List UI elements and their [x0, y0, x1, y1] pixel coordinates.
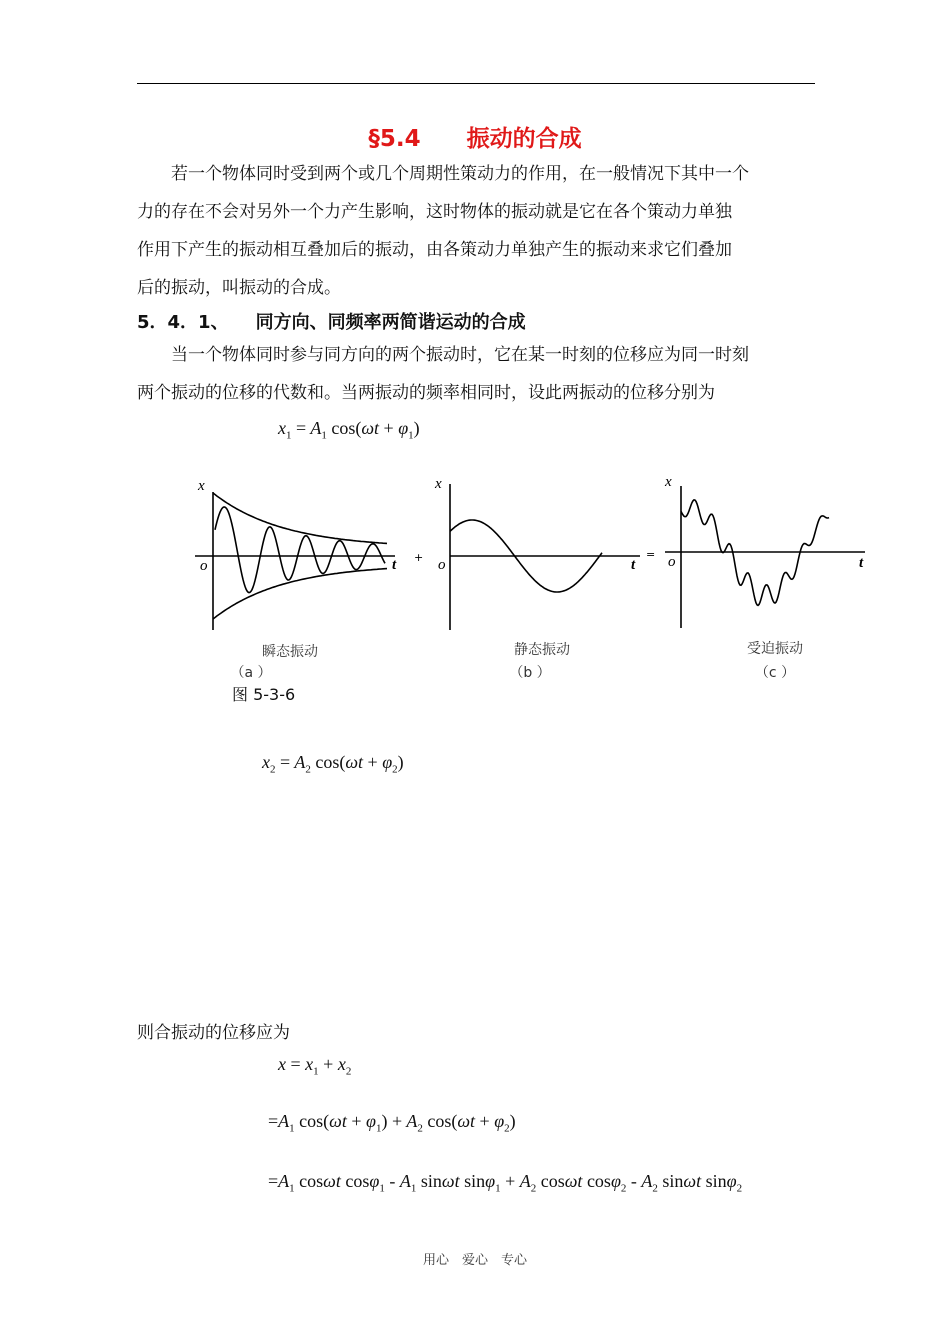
panel-b-sub: （b ）: [509, 665, 551, 681]
panel-b-x-label: x: [435, 476, 442, 492]
subsection-title: 5．4．1、 同方向、同频率两简谐运动的合成: [137, 312, 526, 333]
panel-c-x-label: x: [665, 474, 672, 490]
intro-line: 后的振动，叫振动的合成。: [137, 278, 341, 298]
panel-a-origin: o: [200, 558, 208, 574]
plus-sign: +: [414, 551, 424, 564]
intro-line: 作用下产生的振动相互叠加后的振动，由各策动力单独产生的振动来求它们叠加: [137, 240, 732, 260]
equation-trig-expansion: $=A_1$ cosωt $\cos\varphi_1 - A_1$ sinωt $\sin\varphi_1 + A_2$ cosωt $\cos\varphi_2 - A_2$ sinωt sinφ$_2$: [268, 1171, 743, 1195]
panel-b-t-label: t: [631, 557, 636, 573]
figure-number: 图 5-3-6: [232, 685, 296, 704]
panel-a-sub: （a ）: [230, 665, 272, 681]
intro-line: 若一个物体同时受到两个或几个周期性策动力的作用，在一般情况下其中一个: [171, 164, 749, 184]
decay-envelope-lower: [213, 569, 387, 619]
equation-expanded: $=A_1$ $\cos(\omega t + \varphi_1) + A_2$ $\cos(\omega t + \varphi_2)$: [268, 1111, 516, 1135]
equation-sum: $x = x_1 + x_2$: [278, 1054, 352, 1078]
panel-a-t-label: t: [392, 557, 397, 573]
equals-sign: =: [646, 548, 656, 561]
panel-a-caption: 瞬态振动: [262, 644, 318, 660]
equation-x1: $x_1 = A_1$ $\cos(\omega t + \varphi_1)$: [278, 418, 420, 442]
subsection-line: 两个振动的位移的代数和。当两振动的频率相同时，设此两振动的位移分别为: [137, 383, 715, 403]
panel-c-caption: 受迫振动: [747, 641, 803, 657]
page-footer: 用心 爱心 专心: [422, 1253, 527, 1268]
section-title: §5.4 振动的合成: [368, 126, 582, 152]
equation-x2: $x_2 = A_2$ $\cos(\omega t + \varphi_2)$: [262, 752, 404, 776]
combined-label: 则合振动的位移应为: [137, 1023, 290, 1043]
panel-b-caption: 静态振动: [514, 642, 570, 658]
panel-c-origin: o: [668, 554, 676, 570]
panel-c-sub: （c ）: [754, 665, 796, 681]
panel-a-x-label: x: [198, 478, 205, 494]
decay-envelope-upper: [213, 493, 387, 543]
subsection-line: 当一个物体同时参与同方向的两个振动时，它在某一时刻的位移应为同一时刻: [171, 345, 749, 365]
intro-line: 力的存在不会对另外一个力产生影响，这时物体的振动就是它在各个策动力单独: [137, 202, 732, 222]
panel-c-t-label: t: [859, 555, 864, 571]
panel-b-origin: o: [438, 557, 446, 573]
